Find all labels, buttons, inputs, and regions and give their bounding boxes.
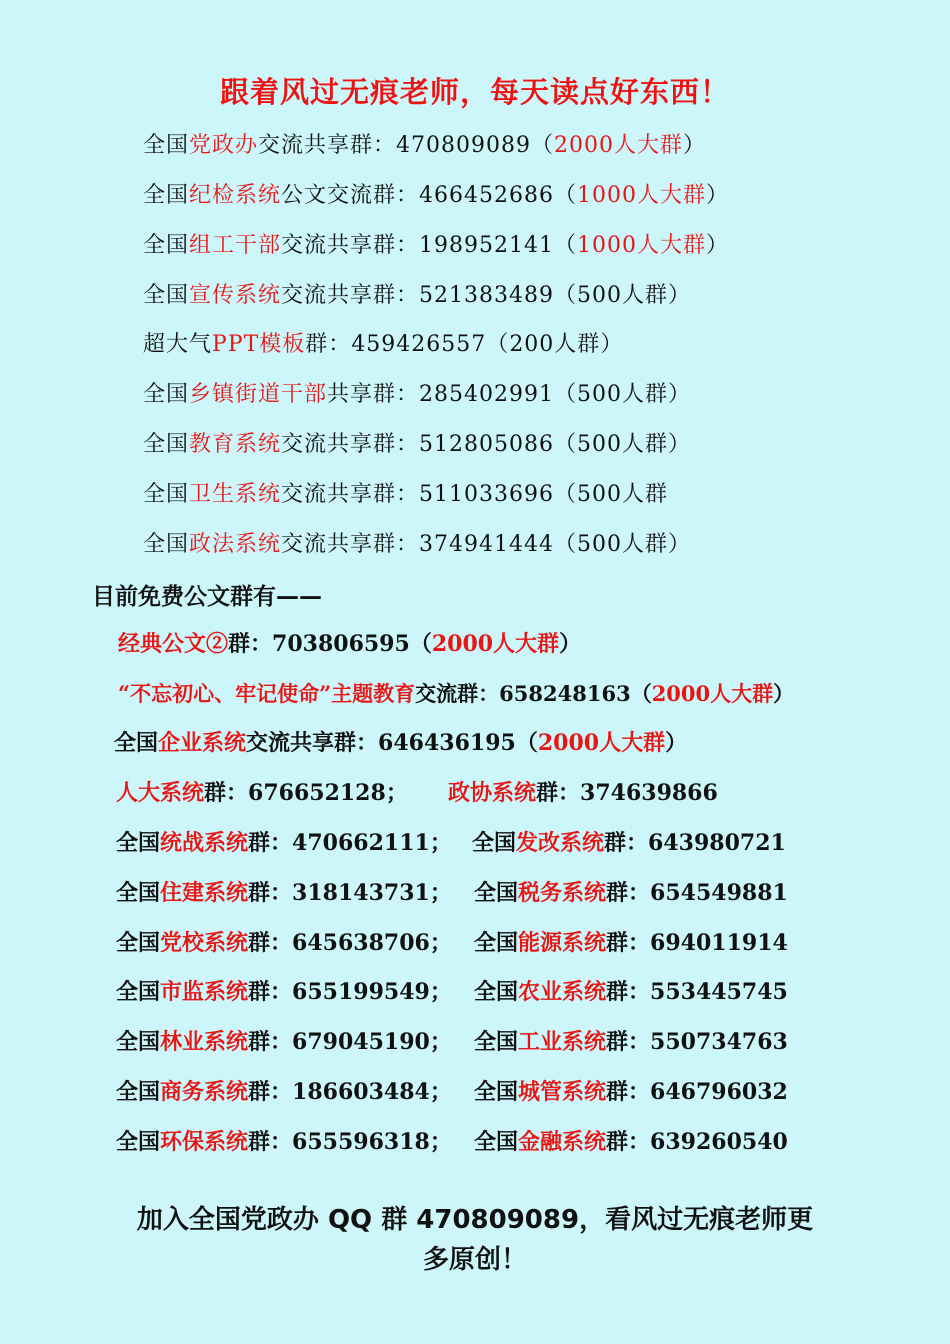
- group-prefix: 全国: [143, 532, 190, 557]
- group-row: [143, 231, 729, 261]
- group-prefix: 全国: [474, 930, 519, 956]
- group-prefix: 全国: [143, 183, 190, 208]
- group-row: [143, 281, 691, 311]
- group-category: 党政办: [189, 133, 259, 158]
- group-size: 2000人大群: [431, 631, 560, 657]
- pair-row: [116, 1077, 876, 1107]
- group-suffix: 共享群：: [327, 382, 420, 407]
- group-prefix: 全国: [116, 1029, 161, 1055]
- group-suffix: 交流群：: [415, 681, 500, 706]
- group-suffix: 群：: [248, 930, 293, 956]
- group-category: 宣传系统: [189, 283, 282, 308]
- paren-close: ）: [773, 681, 795, 706]
- group-suffix: 群：: [606, 930, 651, 956]
- footer-note: [60, 1200, 890, 1280]
- separator: ；: [429, 830, 452, 856]
- group-suffix: 群：: [248, 830, 293, 856]
- group-prefix: 全国: [116, 880, 161, 906]
- free-group-row: [118, 679, 794, 709]
- group-category: 市监系统: [160, 979, 249, 1005]
- paren-open: （: [531, 133, 555, 158]
- paren-open: （: [554, 183, 578, 208]
- group-category: 纪检系统: [189, 183, 282, 208]
- group-size: 2000人大群: [554, 133, 684, 158]
- pair-right: [474, 928, 788, 958]
- paren-open: （: [515, 730, 538, 756]
- group-category: PPT模板: [212, 332, 306, 357]
- group-suffix: 群：: [604, 830, 649, 856]
- group-category: 发改系统: [516, 830, 605, 856]
- group-category: 城管系统: [518, 1079, 607, 1105]
- pair-row: [116, 1027, 876, 1057]
- group-number: 198952141: [419, 233, 555, 258]
- page-title: 跟着风过无痕老师，每天读点好东西！: [219, 75, 730, 109]
- separator: ；: [385, 780, 408, 806]
- group-category: 林业系统: [160, 1029, 249, 1055]
- group-category: 卫生系统: [189, 482, 282, 507]
- paren-open: （: [554, 233, 578, 258]
- paren-open: （: [409, 631, 432, 657]
- group-size: 500人群: [577, 482, 669, 507]
- group-number: 466452686: [419, 183, 555, 208]
- group-prefix: 全国: [143, 233, 190, 258]
- group-suffix: 交流共享群：: [281, 233, 420, 258]
- group-number: 703806595: [272, 631, 410, 657]
- group-category: 组工干部: [189, 233, 282, 258]
- group-size: 1000人大群: [577, 233, 707, 258]
- group-row: [143, 380, 691, 410]
- group-prefix: 全国: [474, 1029, 519, 1055]
- group-suffix: 交流共享群：: [281, 283, 420, 308]
- group-number: 655199549: [292, 979, 430, 1005]
- paren-open: （: [630, 681, 652, 706]
- group-suffix: 群：: [204, 780, 249, 806]
- paren-close: ）: [600, 332, 624, 357]
- group-number: 645638706: [292, 930, 430, 956]
- group-number: 676652128: [248, 780, 386, 806]
- pair-row: [116, 878, 876, 908]
- group-prefix: 全国: [143, 482, 190, 507]
- group-number: 654549881: [650, 880, 788, 906]
- group-prefix: 全国: [474, 1129, 519, 1155]
- group-number: 374941444: [419, 532, 555, 557]
- group-category: 农业系统: [518, 979, 607, 1005]
- paren-open: （: [554, 482, 578, 507]
- group-suffix: 群：: [606, 1079, 651, 1105]
- group-number: 643980721: [648, 830, 786, 856]
- group-number: 658248163: [499, 681, 631, 706]
- group-suffix: 群：: [606, 979, 651, 1005]
- group-prefix: 全国: [116, 830, 161, 856]
- group-suffix: 群：: [248, 1029, 293, 1055]
- group-number: 186603484: [292, 1079, 430, 1105]
- group-category: 人大系统: [116, 780, 205, 806]
- group-prefix: 全国: [116, 1129, 161, 1155]
- group-suffix: 群：: [248, 880, 293, 906]
- group-number: 318143731: [292, 880, 430, 906]
- group-size: 2000人大群: [651, 681, 774, 706]
- group-suffix: 群：: [248, 1129, 293, 1155]
- group-number: 553445745: [650, 979, 788, 1005]
- group-row: [143, 530, 691, 560]
- group-suffix: 群：: [228, 631, 273, 657]
- group-size: 2000人大群: [537, 730, 666, 756]
- group-category: 能源系统: [518, 930, 607, 956]
- group-size: 500人群: [577, 382, 669, 407]
- paren-close: ）: [668, 432, 692, 457]
- group-suffix: 群：: [536, 780, 581, 806]
- group-suffix: 交流共享群：: [281, 482, 420, 507]
- group-prefix: 超大气: [143, 332, 213, 357]
- group-prefix: 全国: [143, 283, 190, 308]
- paren-open: （: [554, 283, 578, 308]
- group-category: 商务系统: [160, 1079, 249, 1105]
- pair-row: [116, 828, 876, 858]
- paren-close: ）: [706, 183, 730, 208]
- group-size: 500人群: [577, 432, 669, 457]
- group-prefix: 全国: [116, 1079, 161, 1105]
- pair-row: [116, 928, 876, 958]
- group-number: 694011914: [650, 930, 788, 956]
- group-number: 470662111: [292, 830, 430, 856]
- group-number: 285402991: [419, 382, 555, 407]
- pair-right: [474, 1077, 788, 1107]
- separator: ；: [429, 1129, 452, 1155]
- group-number: 679045190: [292, 1029, 430, 1055]
- group-category: 工业系统: [518, 1029, 607, 1055]
- pair-right: [474, 977, 788, 1007]
- group-size: 500人群: [577, 283, 669, 308]
- group-size: 500人群: [577, 532, 669, 557]
- paren-close: ）: [668, 283, 692, 308]
- separator: ；: [429, 1029, 452, 1055]
- separator: ；: [429, 930, 452, 956]
- paren-close: ）: [665, 730, 688, 756]
- group-category: 环保系统: [160, 1129, 249, 1155]
- group-prefix: 全国: [116, 979, 161, 1005]
- group-row: [143, 480, 668, 510]
- group-suffix: 交流共享群：: [258, 133, 397, 158]
- paren-open: （: [486, 332, 510, 357]
- group-number: 512805086: [419, 432, 555, 457]
- group-prefix: 全国: [474, 880, 519, 906]
- group-category: 统战系统: [160, 830, 249, 856]
- group-row: [143, 131, 706, 161]
- group-size: 200人群: [509, 332, 601, 357]
- group-prefix: 全国: [474, 979, 519, 1005]
- group-category: 住建系统: [160, 880, 249, 906]
- group-category: 教育系统: [189, 432, 282, 457]
- group-prefix: 全国: [116, 930, 161, 956]
- paren-close: ）: [668, 382, 692, 407]
- free-group-row: [114, 728, 687, 758]
- group-suffix: 群：: [606, 1129, 651, 1155]
- group-number: 459426557: [351, 332, 487, 357]
- paren-open: （: [554, 532, 578, 557]
- group-number: 521383489: [419, 283, 555, 308]
- free-groups-heading: 目前免费公文群有——: [92, 584, 322, 610]
- paren-close: ）: [683, 133, 707, 158]
- group-number: 646436195: [378, 730, 516, 756]
- group-prefix: 全国: [472, 830, 517, 856]
- group-prefix: 全国: [114, 730, 159, 756]
- separator: ；: [429, 979, 452, 1005]
- pair-right: [472, 828, 786, 858]
- pair-right: [474, 1027, 788, 1057]
- group-suffix: 群：: [305, 332, 352, 357]
- pair-row: [116, 778, 876, 808]
- group-prefix: 全国: [474, 1079, 519, 1105]
- group-size: 1000人大群: [577, 183, 707, 208]
- paren-close: ）: [706, 233, 730, 258]
- group-suffix: 交流共享群：: [246, 730, 379, 756]
- group-category: 政法系统: [189, 532, 282, 557]
- free-group-row: [118, 629, 581, 659]
- group-number: 646796032: [650, 1079, 788, 1105]
- group-row: [143, 330, 623, 360]
- pair-row: [116, 1127, 876, 1157]
- group-category: “不忘初心、牢记使命”主题教育: [118, 681, 416, 706]
- group-number: 470809089: [396, 133, 532, 158]
- separator: ；: [429, 1079, 452, 1105]
- group-suffix: 交流共享群：: [281, 532, 420, 557]
- pair-right: [474, 1127, 788, 1157]
- group-category: 企业系统: [158, 730, 247, 756]
- paren-open: （: [554, 432, 578, 457]
- group-category: 政协系统: [448, 780, 537, 806]
- group-prefix: 全国: [143, 382, 190, 407]
- group-suffix: 群：: [248, 1079, 293, 1105]
- group-number: 374639866: [580, 780, 718, 806]
- group-number: 550734763: [650, 1029, 788, 1055]
- paren-close: ）: [559, 631, 582, 657]
- group-category: 乡镇街道干部: [189, 382, 328, 407]
- group-suffix: 公文交流群：: [281, 183, 420, 208]
- paren-open: （: [554, 382, 578, 407]
- footer-line-2: 多原创！: [422, 1245, 527, 1275]
- group-category: 党校系统: [160, 930, 249, 956]
- group-category: 税务系统: [518, 880, 607, 906]
- group-suffix: 群：: [606, 880, 651, 906]
- pair-right: [474, 878, 788, 908]
- group-prefix: 全国: [143, 432, 190, 457]
- pair-row: [116, 977, 876, 1007]
- group-category: 经典公文②: [118, 631, 229, 657]
- paren-close: ）: [668, 532, 692, 557]
- separator: ；: [429, 880, 452, 906]
- group-number: 639260540: [650, 1129, 788, 1155]
- group-suffix: 交流共享群：: [281, 432, 420, 457]
- group-number: 511033696: [419, 482, 555, 507]
- group-number: 655596318: [292, 1129, 430, 1155]
- pair-right: [448, 778, 718, 808]
- group-suffix: 群：: [248, 979, 293, 1005]
- group-row: [143, 181, 729, 211]
- footer-line-1: 加入全国党政办 QQ 群 470809089，看风过无痕老师更: [136, 1205, 814, 1235]
- group-category: 金融系统: [518, 1129, 607, 1155]
- group-suffix: 群：: [606, 1029, 651, 1055]
- group-row: [143, 430, 691, 460]
- group-prefix: 全国: [143, 133, 190, 158]
